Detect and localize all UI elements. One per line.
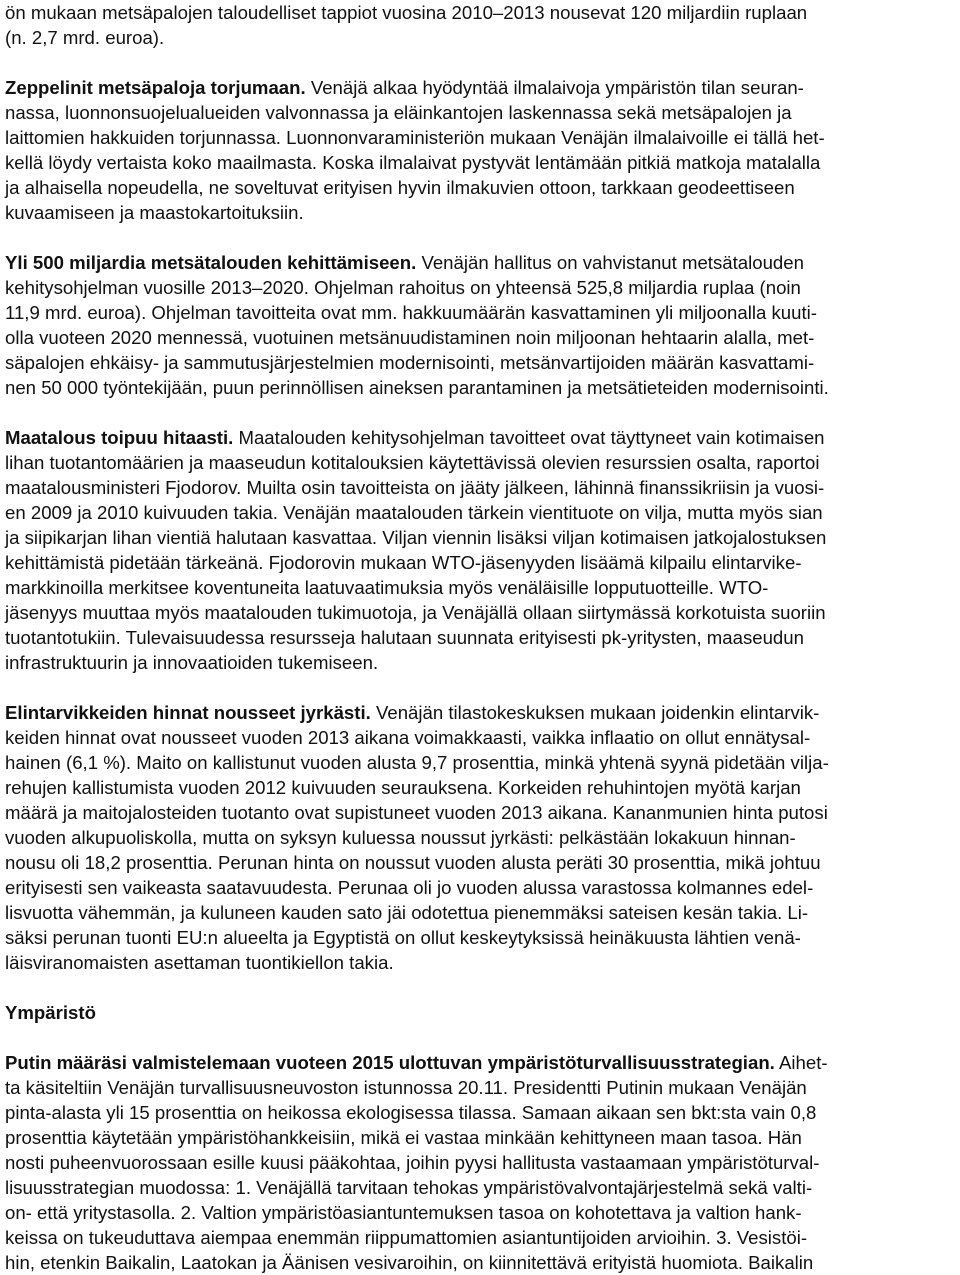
paragraph-lead-rest: Venäjä alkaa hyödyntää ilmalaivoja ympäristön tilan seuran- [305,77,804,98]
text-line [5,1050,954,1075]
text-line: (n. 2,7 mrd. euroa). [5,27,165,48]
text-line: on- että yritystasolla. 2. Valtion ympäristöasiantuntemuksen tasoa on kohotettava ja valtion hank- [5,1202,802,1223]
paragraph-gap [5,225,954,250]
paragraph-lead: Maatalous toipuu hitaasti. [5,427,234,448]
text-line: keiden hinnat ovat nousseet vuoden 2013 aikana voimakkaasti, vaikka inflaatio on ollut ennätysal- [5,727,811,748]
paragraph-lead: Zeppelinit metsäpaloja torjumaan. [5,77,306,98]
text-line: säksi perunan tuonti EU:n alueelta ja Egyptistä on ollut keskeytyksissä heinäkuusta lähtien venä- [5,927,801,948]
text-line: en 2009 ja 2010 kuivuuden takia. Venäjän maatalouden tärkein vientituote on vilja, mutta myös sian [5,502,823,523]
text-line: kuvaamiseen ja maastokartoituksiin. [5,202,304,223]
paragraph-lead: Putin määräsi valmistelemaan vuoteen 2015 ulottuvan ympäristöturvallisuusstrategian. [5,1052,775,1073]
text-line: nen 50 000 työntekijään, puun perinnöllisen aineksen parantaminen ja metsätieteiden modernisointi. [5,377,829,398]
text-line: vuoden alkupuoliskolla, mutta on syksyn kuluessa noussut jyrkästi: pelkästään lokakuun hinnan- [5,827,796,848]
text-line [5,75,954,100]
text-line: ja siipikarjan lihan vientiä halutaan kasvattaa. Viljan viennin lisäksi viljan kotimaisen jatkojalostuksen [5,527,827,548]
text-line: ön mukaan metsäpalojen taloudelliset tappiot vuosina 2010–2013 nousevat 120 miljardiin ruplaan [5,2,808,23]
text-line: lisuusstrategian muodossa: 1. Venäjällä tarvitaan tehokas ympäristövalvontajärjestelmä sekä valti- [5,1177,813,1198]
text-line: prosenttia käytetään ympäristöhankkeisiin, mikä ei vastaa minkään kehittyneen maan tasoa. Hän [5,1127,802,1148]
text-line: olla vuoteen 2020 mennessä, vuotuinen metsänuudistaminen noin miljoonan hehtaarin alalla, met- [5,327,815,348]
text-line: pinta-alasta yli 15 prosenttia on heikossa ekologisessa tilassa. Samaan aikaan sen bkt:sta vain 0,8 [5,1102,817,1123]
text-line: laittomien hakkuiden torjunnassa. Luonnonvaraministeriön mukaan Venäjän ilmalaivoille ei tällä het- [5,127,825,148]
text-line: tuotantotukiin. Tulevaisuudessa resursseja halutaan suunnata erityisesti pk-yritysten, maaseudun [5,627,804,648]
paragraph-lead: Yli 500 miljardia metsätalouden kehittämiseen. [5,252,417,273]
text-line: erityisesti sen vaikeasta saatavuudesta. Perunaa oli jo vuoden alussa varastossa kolmannes edel- [5,877,814,898]
text-line: ta käsiteltiin Venäjän turvallisuusneuvoston istunnossa 20.11. Presidentti Putinin mukaan Venäjän [5,1077,807,1098]
section-heading: Ympäristö [5,1002,96,1023]
text-line [5,700,954,725]
paragraph-gap [5,1025,954,1050]
text-line: nousu oli 18,2 prosenttia. Perunan hinta on noussut vuoden alusta peräti 30 prosenttia, mikä johtuu [5,852,821,873]
paragraph-environmental-strategy [5,1050,954,1275]
paragraph-zeppelins [5,75,954,225]
text-line: nosti puheenvuorossaan esille kuusi pääkohtaa, joihin pyysi hallitusta vastaamaan ympäristöturval- [5,1152,820,1173]
text-line: jäsenyys muuttaa myös maatalouden tukimuotoja, ja Venäjällä ollaan siirtymässä korkotuista suoriin [5,602,826,623]
text-line: 11,9 mrd. euroa). Ohjelman tavoitteita ovat mm. hakkuumäärän kasvattaminen yli miljoonalla kuuti- [5,302,817,323]
paragraph-food-prices [5,700,954,975]
text-line: läisviranomaisten asettaman tuontikiellon takia. [5,952,394,973]
text-line: kehittämistä pidetään tärkeänä. Fjodorovin mukaan WTO-jäsenyyden lisäämä kilpailu elintarvike- [5,552,802,573]
text-line: säpalojen ehkäisy- ja sammutusjärjestelmien modernisointi, metsänvartijoiden määrän kasvattami- [5,352,815,373]
text-line: markkinoilla merkitsee koventuneita laatuvaatimuksia myös venäläisille lopputuotteille. WTO- [5,577,769,598]
text-line: lihan tuotantomäärien ja maaseudun kotitalouksien käytettävissä olevien resurssien osalta, raportoi [5,452,820,473]
text-line: maatalousministeri Fjodorov. Muilta osin tavoitteista on jääty jälkeen, lähinnä finanssikriisin ja vuosi- [5,477,825,498]
text-line: hin, etenkin Baikalin, Laatokan ja Äänisen vesivaroihin, on kiinnitettävä erityistä huomiota. Baikalin [5,1252,814,1273]
paragraph-gap [5,50,954,75]
text-line: rehujen kallistumista vuoden 2012 kuivuuden seurauksena. Korkeiden rehuhintojen myötä karjan [5,777,801,798]
text-line: infrastruktuurin ja innovaatioiden tukemiseen. [5,652,379,673]
paragraph-lead-rest: Aihet- [774,1052,828,1073]
paragraph-lead-rest: Venäjän hallitus on vahvistanut metsätalouden [416,252,804,273]
paragraph-gap [5,675,954,700]
paragraph-gap [5,400,954,425]
paragraph-lead-rest: Venäjän tilastokeskuksen mukaan joidenkin elintarvik- [370,702,820,723]
text-line [5,425,954,450]
paragraph-agriculture [5,425,954,675]
text-line: kehitysohjelman vuosille 2013–2020. Ohjelman rahoitus on yhteensä 525,8 miljardia ruplaa (noin [5,277,801,298]
paragraph-gap [5,975,954,1000]
text-line [5,250,954,275]
text-line: ja alhaisella nopeudella, ne soveltuvat erityisen hyvin ilmakuvien ottoon, tarkkaan geodeettiseen [5,177,795,198]
text-line: keissa on tukeuduttava aiempaa enemmän riippumattomien asiantuntijoiden arvioihin. 3. Vesistöi- [5,1227,808,1248]
text-line: lisvuotta vähemmän, ja kuluneen kauden sato jäi odotettua pienemmäksi sateisen kesän takia. Li- [5,902,809,923]
text-line: määrä ja maitojalosteiden tuotanto ovat supistuneet vuoden 2013 aikana. Kananmunien hinta putosi [5,802,828,823]
text-line: nassa, luonnonsuojelualueiden valvonnassa ja eläinkantojen laskennassa sekä metsäpalojen ja [5,102,792,123]
text-line: kellä löydy vertaista koko maailmasta. Koska ilmalaivat pystyvät lentämään pitkiä matkoja matalalla [5,152,821,173]
paragraph-lead: Elintarvikkeiden hinnat nousseet jyrkästi. [5,702,371,723]
paragraph-lead-rest: Maatalouden kehitysohjelman tavoitteet ovat täyttyneet vain kotimaisen [233,427,825,448]
paragraph-forest-fire-losses [5,0,954,50]
text-line: hainen (6,1 %). Maito on kallistunut vuoden alusta 9,7 prosenttia, minkä yhtenä syynä pidetään vilja- [5,752,829,773]
paragraph-forestry-development [5,250,954,400]
